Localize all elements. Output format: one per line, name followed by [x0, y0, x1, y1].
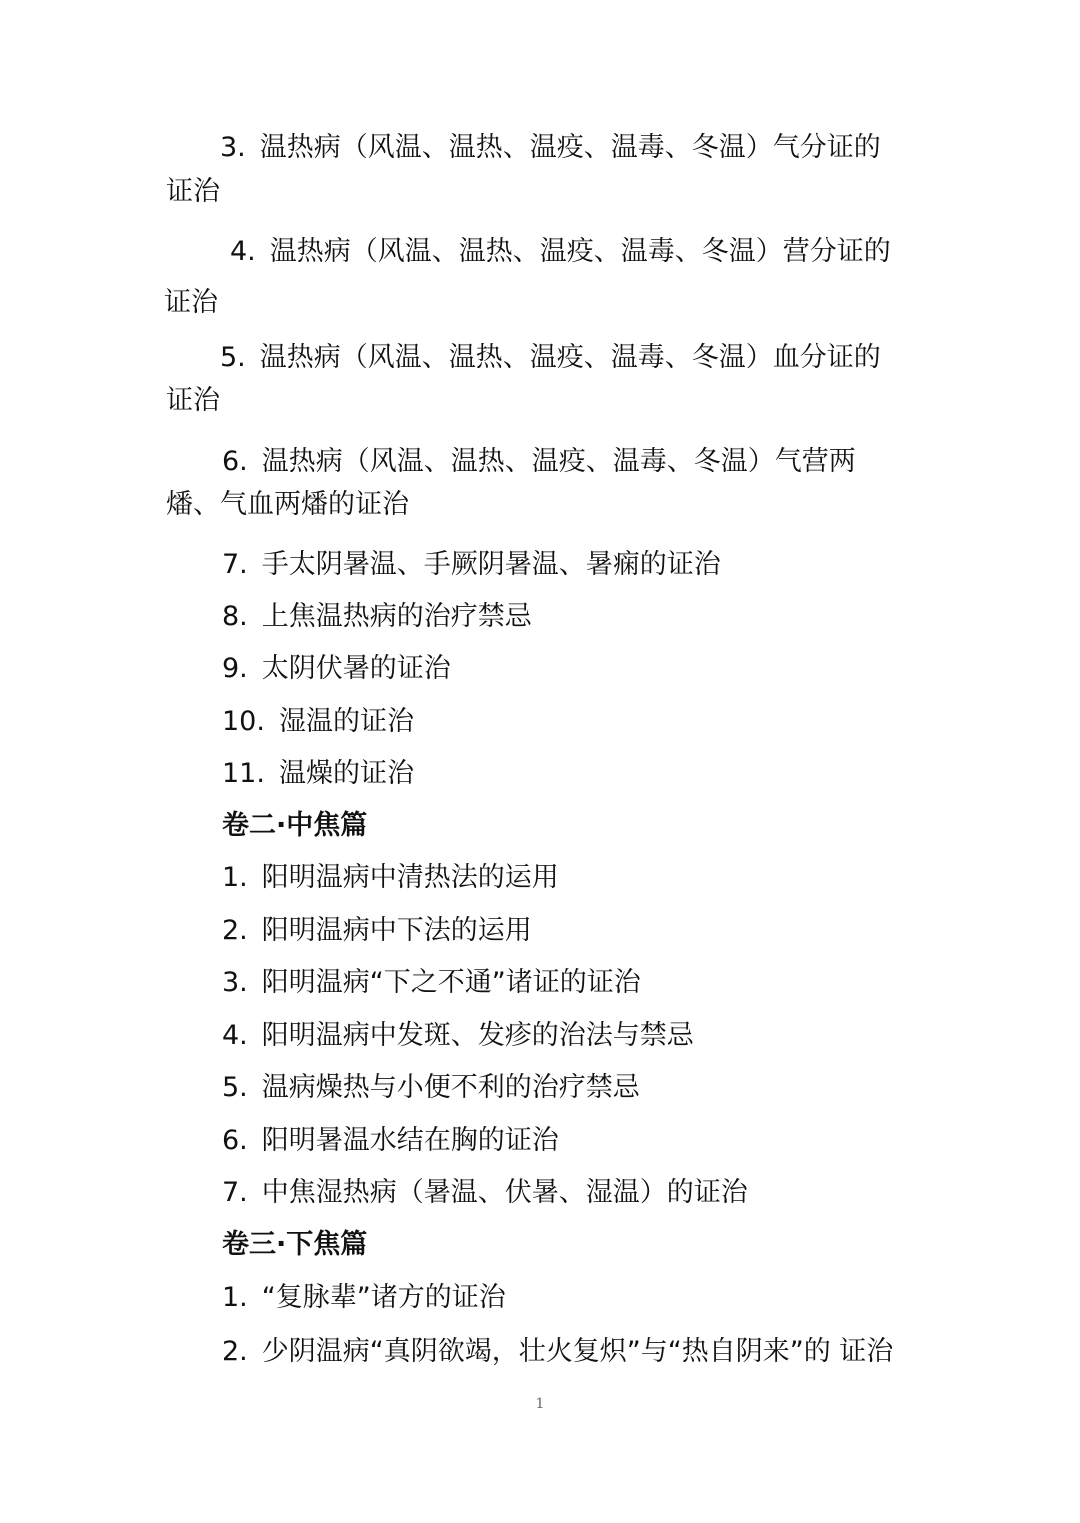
list-item-juan1-6: 6. 温热病（风温、温热、温疫、温毒、冬温）气营两: [222, 446, 856, 477]
list-item-juan1-5-cont: 证治: [166, 385, 220, 416]
list-item-juan3-1: 1. “复脉辈”诸方的证治: [222, 1282, 506, 1313]
list-item-juan2-6: 6. 阳明暑温水结在胸的证治: [222, 1125, 559, 1156]
list-item-juan2-4: 4. 阳明温病中发斑、发疹的治法与禁忌: [222, 1020, 694, 1051]
list-item-juan1-9: 9. 太阴伏暑的证治: [222, 653, 451, 684]
list-item-juan1-10: 10. 湿温的证治: [222, 706, 414, 737]
list-item-juan1-8: 8. 上焦温热病的治疗禁忌: [222, 601, 532, 632]
section-heading-juan2: 卷二·中焦篇: [222, 810, 368, 841]
list-item-juan1-3-cont: 证治: [166, 176, 220, 207]
list-item-juan1-11: 11. 温燥的证治: [222, 758, 414, 789]
section-heading-juan3: 卷三·下焦篇: [222, 1229, 368, 1260]
list-item-juan2-1: 1. 阳明温病中清热法的运用: [222, 862, 559, 893]
list-item-juan2-3: 3. 阳明温病“下之不通”诸证的证治: [222, 967, 641, 998]
list-item-juan1-5: 5. 温热病（风温、温热、温疫、温毒、冬温）血分证的: [220, 342, 881, 373]
list-item-juan2-2: 2. 阳明温病中下法的运用: [222, 915, 532, 946]
list-item-juan1-6-cont: 燔、气血两燔的证治: [166, 489, 409, 520]
list-item-juan1-7: 7. 手太阴暑温、手厥阴暑温、暑痫的证治: [222, 549, 721, 580]
list-item-juan2-5: 5. 温病燥热与小便不利的治疗禁忌: [222, 1072, 640, 1103]
list-item-juan1-4: 4. 温热病（风温、温热、温疫、温毒、冬温）营分证的: [230, 236, 891, 267]
list-item-juan3-2: 2. 少阴温病“真阴欲竭，壮火复炽”与“热自阴来”的 证治: [222, 1336, 894, 1367]
list-item-juan1-3: 3. 温热病（风温、温热、温疫、温毒、冬温）气分证的: [220, 132, 881, 163]
list-item-juan2-7: 7. 中焦湿热病（暑温、伏暑、湿温）的证治: [222, 1177, 748, 1208]
page-number: 1: [535, 1396, 545, 1412]
list-item-juan1-4-cont: 证治: [164, 287, 218, 318]
